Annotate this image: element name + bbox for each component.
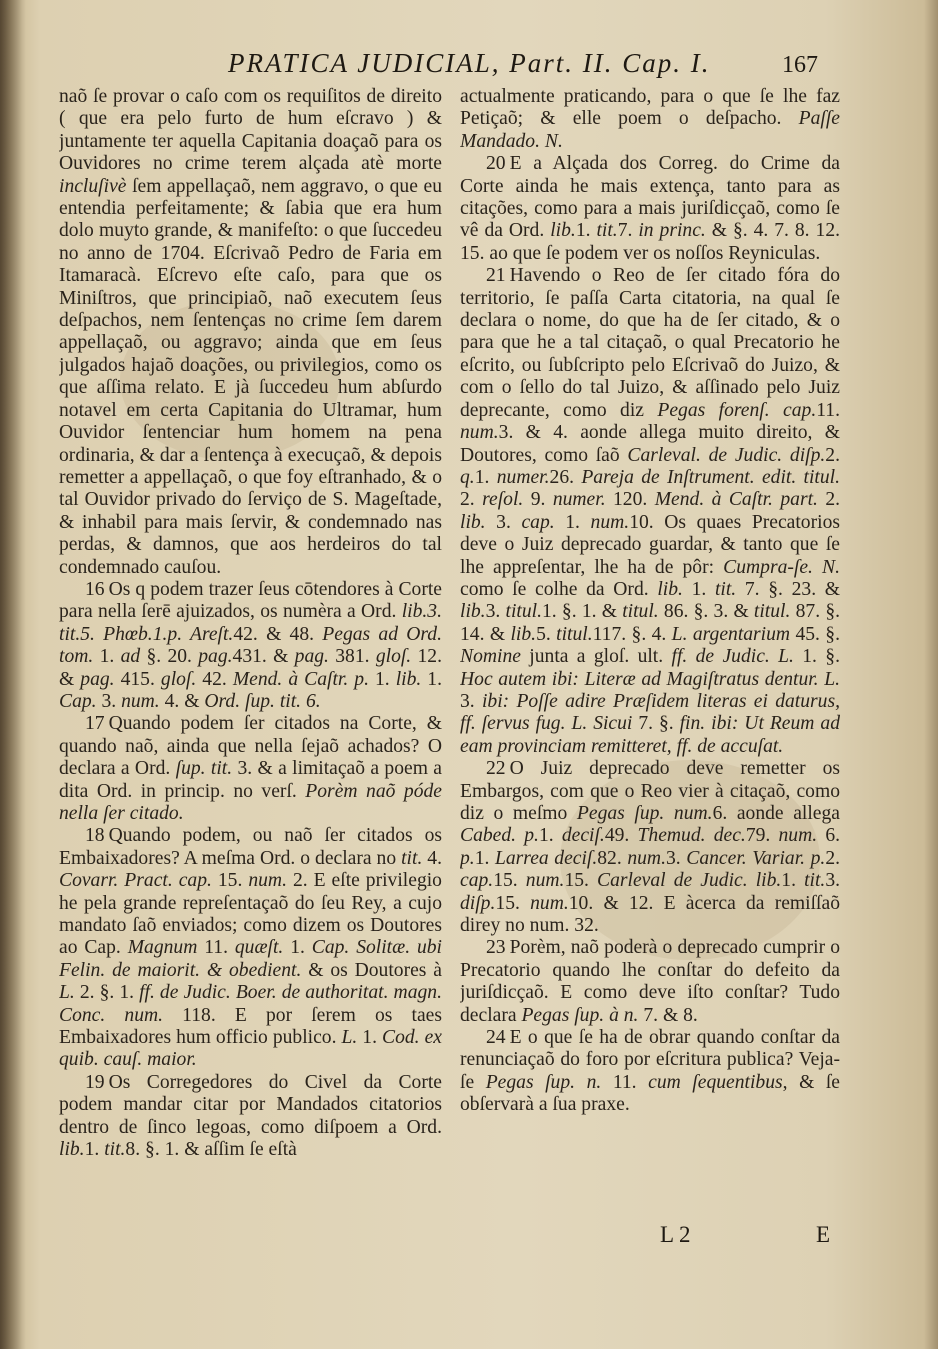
paragraph [59,579,442,713]
body-text: 1. [421,668,442,690]
body-text: 1. [474,466,497,488]
citation-text: in princ. [638,220,706,242]
citation-text: quæſt. [234,937,284,959]
paragraph [59,825,442,1071]
citation-text: tit. [401,847,423,869]
paragraph [460,1027,840,1117]
body-text: 3. [96,690,122,712]
citation-text: Cabed. p. [460,825,539,847]
body-text: 5. [536,623,557,645]
citation-text: Paſſe Mandado. N. [460,108,840,152]
paragraph [460,153,840,265]
citation-text: Cod. ex quib. cauſ. maior. [59,1027,442,1071]
citation-text: cum ſequentibus [648,1071,783,1093]
body-text: 10. Os quaes Precatorios deve o Juiz deprecado guardar, & tanto que ſe lhe appreſentar, lhe ha de pôr: [460,511,840,578]
paragraph [460,86,840,153]
body-text: 1. [781,870,805,892]
citation-text: num. [460,422,499,444]
body-text: naõ ſe provar o caſo com os requiſitos de direito ( que era pelo furto de hum eſcravo ) & juntamente ter aquella Capitania doaçaõ para os Ouvidores no crime terem alçada atè morte [59,86,442,175]
citation-text: num. [778,825,818,847]
body-text: 117. §. 4. [592,623,672,645]
citation-text: ff. de Judic. L. [671,646,794,668]
body-text: 2. [460,489,483,511]
citation-text: Cumpra-ſe. N. [723,556,840,578]
citation-text: Mend. à Caſtr. part. [654,489,818,511]
citation-text: Covarr. Pract. cap. [59,870,212,892]
citation-text: L. [341,1027,358,1049]
body-text: & os Doutores à [301,959,442,981]
page-number: 167 [782,52,818,78]
body-text: 87. §. 14. & [460,601,840,645]
body-text: Porèm, naõ poderà o deprecado cumprir o Precatorio quando lhe conſtar do defeito da juriſdicçaõ. E como deve iſto conſtar? Tudo declara [460,937,840,1026]
citation-text: ibi: Poſſe adire Præſidem literas ei daturus, ff. ſervus fug. L. Sicui [460,690,840,735]
body-text: 1. [84,1139,105,1161]
body-text: 431. & [232,646,295,668]
paragraph-number: 18 [85,825,105,847]
body-text: actualmente praticando, para o que ſe lhe faz Petiçaõ; & elle poem o deſpacho. [460,86,840,130]
paragraph-number: 24 [486,1027,506,1049]
running-title: PRATICA JUDICIAL, Part. II. Cap. I. [228,48,711,78]
body-text: 2. [825,444,840,466]
citation-text: numer. [552,489,606,511]
body-text: junta a gloſ. ult. [520,646,672,668]
citation-text: deciſ. [561,825,605,847]
body-text: 15. [493,870,526,892]
body-text: 1. [357,1027,383,1049]
body-text: Havendo o Reo de ſer citado fóra do territorio, ſe paſſa Carta citatoria, na qual ſe declara o nome, do que ha de ſer citado, & o para que he a tal citaçaõ, o qual Precatorio he eſcrito, ou ſubſcripto pelo Eſcrivaõ do Juizo, & com o ſello do tal Juizo, & aſſinado pelo Juiz deprecante, como diz [460,265,840,421]
citation-text: tit. [804,870,826,892]
citation-text: num. [248,870,287,892]
body-text: 1. [93,646,121,668]
citation-text: tit. [714,578,737,600]
body-text: 1. [538,825,562,847]
citation-text: pag. [294,646,329,668]
citation-text: diſp. [460,892,496,914]
paragraph [460,265,840,758]
body-text: E o que ſe ha de obrar quando conſtar da renunciaçaõ do foro por eſcritura publica? Veja-ſe [460,1027,840,1093]
citation-text: tit. [596,220,618,242]
body-text: 12. & [59,646,442,690]
citation-text: L. [59,982,75,1004]
body-text: 3. [485,601,506,623]
citation-text: numer. [496,466,550,488]
body-text: 15. [211,870,249,892]
body-text: 11. [197,937,235,959]
citation-text: Nomine [460,646,521,668]
body-text: 42. & 48. [233,623,323,645]
citation-text: Larrea deciſ. [494,847,598,869]
body-text: 11. [601,1071,649,1093]
citation-text: pag. [198,646,233,668]
body-text: 2. [825,847,840,869]
body-text: 1. [554,511,591,533]
citation-text: Magnum [127,937,198,959]
right-column [460,86,840,1256]
citation-text: lib.3. tit.5. Phœb.1.p. Areſt. [59,601,442,645]
paragraph-number: 20 [486,153,506,175]
paragraph-number: 22 [486,758,506,780]
body-text: 120. [605,489,655,511]
body-text: 1. §. [793,646,840,668]
citation-text: gloſ. [375,646,412,668]
body-text: , & ſe obſervarà a ſua praxe. [460,1071,840,1116]
body-text: & §. 4. 7. 8. 12. 15. ao que ſe podem ver os noſſos Reyniculas. [460,220,840,264]
citation-text: Carleval. de Judic. diſp. [627,444,826,466]
citation-text: Hoc autem ibi: Literæ ad Magiſtratus dentur. L. [460,668,840,690]
citation-text: lib. [59,1139,85,1161]
citation-text: Cap. Solitæ. ubi Felin. de maiorit. & obedient. [59,937,442,981]
citation-text: titul. [622,601,659,623]
body-text: 26. [549,466,582,488]
body-text: 3. [485,511,522,533]
citation-text: Themud. dec. [637,825,746,847]
citation-text: ſup. tit. [175,758,233,780]
citation-text: p. [460,847,475,869]
citation-text: Mend. à Caſtr. p. [232,668,369,690]
body-text: 7. §. 23. & [736,578,840,600]
citation-text: lib. [510,623,537,645]
body-text: §. 20. [140,646,199,668]
citation-text: Pegas forenſ. cap. [657,399,817,421]
body-text: 82. [597,847,628,869]
citation-text: titul. [556,623,593,645]
body-text: 4. [422,847,442,869]
citation-text: num. [121,690,160,712]
body-text: 118. E por ſerem os taes Embaixadores hum officio publico. [59,1004,442,1049]
body-text: 3. & 4. aonde allega muito direito, & Doutores, como ſaõ [460,422,840,466]
citation-text: Pegas ſup. n. [485,1071,602,1093]
body-text: 8. §. 1. & aſſim ſe eſtà [125,1139,297,1161]
body-text: 2. E eſte privilegio he pela grande repreſentaçaõ do ſeu Rey, a cujo mandato ſaõ enviados; como dizem os Doutores ao Cap. [59,870,442,959]
citation-text: lib. [550,220,576,242]
paragraph [59,713,442,825]
citation-text: Cap. [59,690,97,712]
citation-text: lib. [460,511,486,533]
page-edge [924,0,938,1349]
body-text: 45. §. [790,623,840,645]
body-text: como ſe colhe da Ord. [460,578,658,600]
citation-text: num. [590,511,630,533]
body-text: E a Alçada dos Correg. do Crime da Corte ainda he mais extença, tanto para as citações, como para a mais juriſdicçaõ, como ſe vê da Ord. [460,153,840,242]
body-text: 6. [817,825,840,847]
body-text: 7. §. [632,713,680,735]
body-text: 49. [604,825,638,847]
citation-text: Pareja de Inſtrument. edit. titul. [581,466,840,488]
body-text: 9. [523,489,553,511]
body-text: 1. [368,668,396,690]
body-text: 2. [817,489,840,511]
citation-text: pag. [80,668,115,690]
signature-mark: L 2 [660,1222,691,1247]
body-text: 6. aonde allega [712,803,840,824]
paragraph [460,758,840,937]
body-text: 1. [682,578,715,600]
body-text: ſem appellaçaõ, nem aggravo, o que eu entendia perfeitamente; & ſabia que era hum dolo muyto grande, & manifeſto: o que ſuccedeu no anno de 1704. Eſcrivaõ Pedro de Faria em Itamaracà. Eſcrevo eſte caſo, para que os Miniſtros, que principiaõ, naõ executem ſeus deſpachos, nem ſentenças no crime ſem darem appellaçaõ, ou aggravo; ainda que em ſeus julgados hajaõ doações, ou privilegios, como os que aſſima relato. E jà ſuccedeu hum abſurdo notavel em certa Capitania do Ultramar, hum Ouvidor ſentenciar hum homem na pena ordinaria, & dar a ſentença à execuçaõ, & depois remetter a appellaçaõ, o que foy eſtranhado, & o tal Ouvidor privado do ſerviço de S. Mageſtade, & inhabil para mais ſervir, & condemnado nas perdas, & damnos, que aos herdeiros do tal condemnado cauſou. [59,175,442,578]
paragraph [59,86,442,579]
citation-text: titul. [753,601,791,623]
citation-text: cap. [521,511,555,533]
body-text: 3. [460,690,482,712]
body-text: 1. [283,937,312,959]
citation-text: Ord. ſup. tit. 6. [204,690,321,712]
citation-text: L. argentarium [671,623,791,645]
body-text: 86. §. 3. & [658,601,754,623]
body-text: 10. & 12. E àcerca da remiſſaõ direy no num. 32. [460,892,840,937]
body-text: 3. [825,870,840,892]
body-text: 381. [328,646,376,668]
body-text: 42. [196,668,233,690]
left-column [59,86,442,1256]
body-text: Os Corregedores do Civel da Corte podem mandar citar por Mandados citatorios dentro de ſinco legoas, como diſpoem a Ord. [59,1071,442,1138]
body-text: 1. §. 1. & [542,601,623,623]
gutter-shadow [0,0,26,1349]
body-text: 415. [114,668,161,690]
citation-text: ad [120,646,141,668]
paragraph-number: 17 [85,713,105,735]
paragraph [460,937,840,1027]
paragraph-number: 23 [486,937,506,959]
body-text: 7. [617,220,639,242]
paragraph-number: 16 [85,578,105,600]
paragraph-number: 21 [486,265,506,287]
body-text: O Juiz deprecado deve remetter os Embargos, com que o Reo vier à citaçaõ, como diz o meſmo [460,758,840,824]
citation-text: Pegas ad Ord. tom. [59,623,442,668]
body-text: 15. [495,892,531,914]
paragraph-number: 19 [85,1071,105,1093]
body-text: 15. [564,870,598,892]
body-text: 1. [474,847,495,869]
citation-text: Carleval de Judic. lib. [597,870,782,892]
citation-text: num. [627,847,666,869]
citation-text: Pegas ſup. à n. [521,1004,639,1026]
citation-text: ff. de Judic. Boer. de authoritat. magn. Conc. num. [59,982,442,1026]
body-text: 7. & 8. [638,1004,698,1026]
body-text: 4. & [159,690,205,712]
citation-text: reſol. [482,489,524,511]
citation-text: cap. [460,870,494,892]
citation-text: q. [460,466,475,488]
citation-text: lib. [395,668,422,690]
body-text: Quando podem ſer citados na Corte, & quando naõ, ainda que nella ſejaõ achados? O declara a Ord. [59,713,442,780]
citation-text: titul. [505,601,542,623]
citation-text: tit. [104,1139,126,1161]
citation-text: Pegas ſup. num. [576,803,713,824]
body-text: Quando podem, ou naõ ſer citados os Embaixadores? A meſma Ord. o declara no [59,825,442,869]
body-text: 1. [575,220,597,242]
citation-text: num. [530,892,569,914]
body-text: 2. §. 1. [74,982,140,1004]
catchword: E [816,1222,831,1247]
body-text: 11. [816,399,840,421]
body-text: 79. [745,825,779,847]
citation-text: lib. [657,578,683,600]
paragraph [59,1072,442,1162]
citation-text: Porèm naõ póde nella ſer citado. [59,780,442,824]
body-text: 3. & a limitaçaõ a poem a dita Ord. in princip. no verſ. [59,758,442,802]
citation-text: Cancer. Variar. p. [686,847,826,869]
citation-text: num. [525,870,565,892]
body-text: Os q podem trazer ſeus cōtendores à Corte para nella ſerē ajuizados, os numèra a Ord. [59,578,442,623]
citation-text: gloſ. [160,668,197,690]
body-text: 3. [665,847,687,869]
citation-text: fin. ibi: Ut Reum ad eam provinciam remitteret, ff. de accuſat. [460,713,840,757]
citation-text: lib. [460,601,486,623]
citation-text: incluſivè [59,175,127,197]
